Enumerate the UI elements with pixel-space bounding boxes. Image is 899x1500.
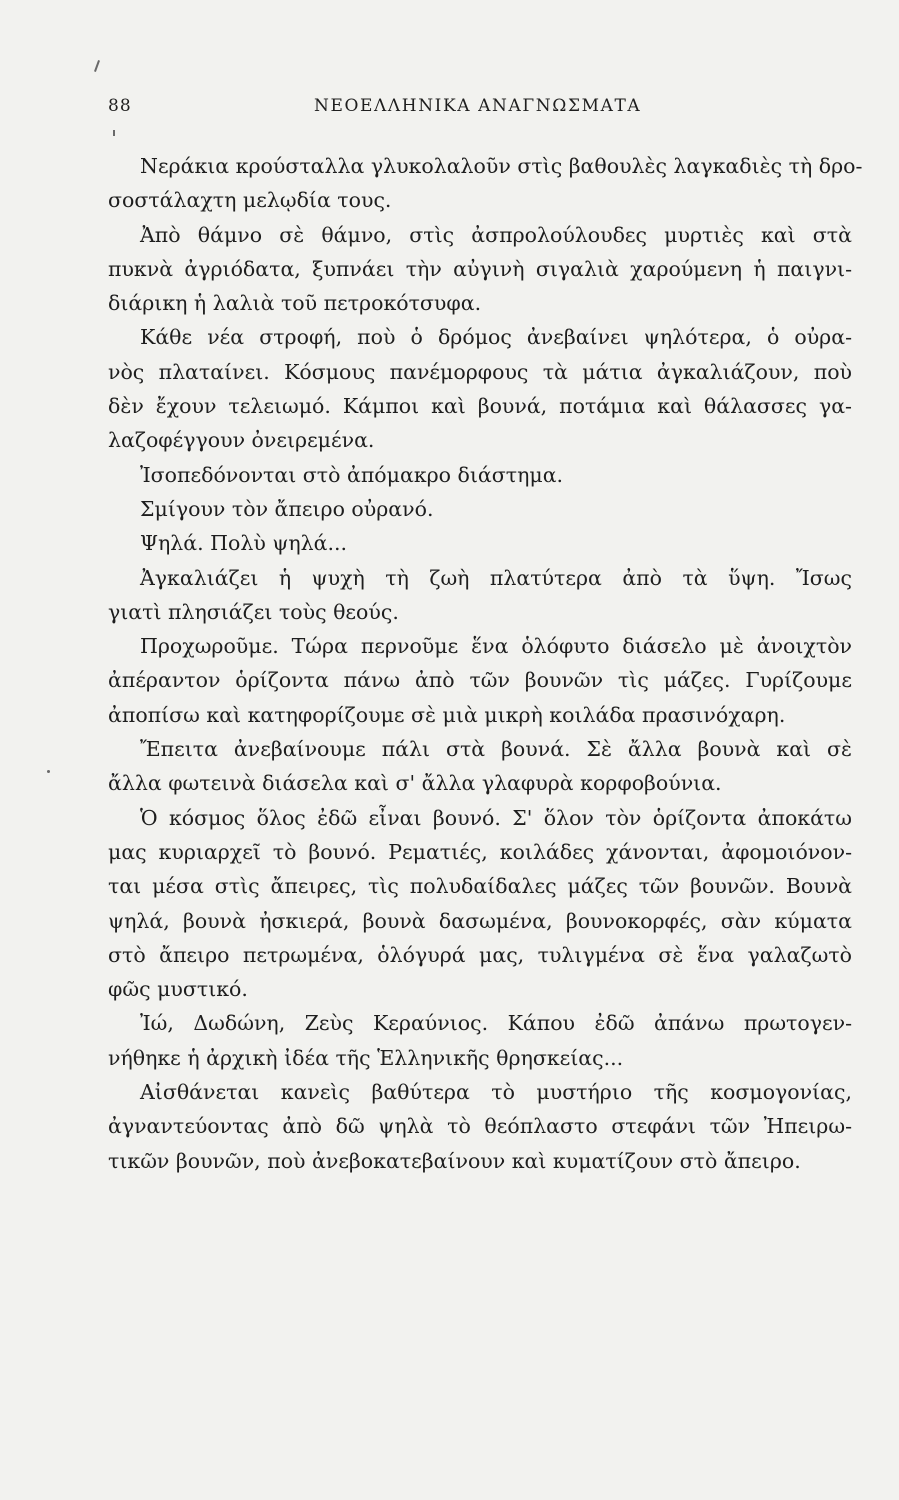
scan-speck — [47, 770, 50, 773]
paragraph — [108, 1006, 852, 1075]
text-line: ψηλά, βουνὰ ἠσκιερά, βουνὰ δασωμένα, βουνοκορφές, σὰν κύματα — [108, 908, 852, 933]
body-text — [108, 149, 863, 1178]
paragraph — [108, 629, 852, 732]
text-line: Ὁ κόσμος ὅλος ἐδῶ εἶναι βουνό. Σ' ὅλον τὸν ὁρίζοντα ἀποκάτω — [140, 805, 852, 830]
paragraph — [108, 492, 852, 526]
text-line: ἀποπίσω καὶ κατηφορίζουμε σὲ μιὰ μικρὴ κοιλάδα πρασινόχαρη. — [108, 702, 786, 727]
text-line: φῶς μυστικό. — [108, 977, 248, 1002]
text-line: διάρικη ἡ λαλιὰ τοῦ πετροκότσυφα. — [108, 291, 482, 316]
text-line: Προχωροῦμε. Τώρα περνοῦμε ἕνα ὁλόφυτο διάσελο μὲ ἀνοιχτὸν — [140, 634, 852, 659]
text-line: ἀπέραντον ὁρίζοντα πάνω ἀπὸ τῶν βουνῶν τὶς μάζες. Γυρίζουμε — [108, 668, 852, 693]
paragraph — [108, 732, 852, 801]
text-line: ἀγναντεύοντας ἀπὸ δῶ ψηλὰ τὸ θεόπλαστο στεφάνι τῶν Ἠπειρω- — [108, 1114, 852, 1139]
text-line: λαζοφέγγουν ὀνειρεμένα. — [108, 428, 375, 453]
text-line: μας κυριαρχεῖ τὸ βουνό. Ρεματιές, κοιλάδες χάνονται, ἀφομοιόνον- — [108, 839, 852, 864]
text-line: νήθηκε ἡ ἀρχικὴ ἰδέα τῆς Ἑλληνικῆς θρησκείας... — [108, 1045, 624, 1070]
running-head: ΝΕΟΕΛΛΗΝΙΚΑ ΑΝΑΓΝΩΣΜΑΤΑ — [314, 96, 642, 116]
text-line: Ἀγκαλιάζει ἡ ψυχὴ τὴ ζωὴ πλατύτερα ἀπὸ τὰ ὕψη. Ἴσως — [140, 565, 852, 590]
paragraph — [108, 1075, 852, 1178]
page-header — [108, 96, 852, 120]
paragraph — [108, 320, 852, 457]
paragraph — [108, 561, 852, 630]
page-number: 88 — [108, 96, 132, 116]
text-line: Αἰσθάνεται κανεὶς βαθύτερα τὸ μυστήριο τῆς κοσμογονίας, — [140, 1080, 852, 1105]
text-line: ἄλλα φωτεινὰ διάσελα καὶ σ' ἄλλα γλαφυρὰ κορφοβούνια. — [108, 771, 722, 796]
scan-speck — [113, 130, 115, 136]
text-line: τικῶν βουνῶν, ποὺ ἀνεβοκατεβαίνουν καὶ κυματίζουν στὸ ἄπειρο. — [108, 1148, 801, 1173]
text-line: γιατὶ πλησιάζει τοὺς θεούς. — [108, 599, 399, 624]
text-line: Σμίγουν τὸν ἄπειρο οὐρανό. — [140, 496, 434, 521]
paragraph — [108, 218, 852, 321]
text-line: πυκνὰ ἀγριόδατα, ξυπνάει τὴν αὐγινὴ σιγαλιὰ χαρούμενη ἡ παιγνι- — [108, 256, 852, 281]
paragraph — [108, 149, 863, 218]
text-line: στὸ ἄπειρο πετρωμένα, ὁλόγυρά μας, τυλιγμένα σὲ ἕνα γαλαζωτὸ — [108, 942, 852, 967]
text-line: σοστάλαχτη μελῳδία τους. — [108, 188, 392, 213]
paragraph — [108, 526, 852, 560]
text-line: ται μέσα στὶς ἄπειρες, τὶς πολυδαίδαλες μάζες τῶν βουνῶν. Βουνὰ — [108, 874, 852, 899]
text-line: Νεράκια κρούσταλλα γλυκολαλοῦν στὶς βαθουλὲς λαγκαδιὲς τὴ δρο- — [140, 154, 863, 178]
text-line: Ἔπειτα ἀνεβαίνουμε πάλι στὰ βουνά. Σὲ ἄλλα βουνὰ καὶ σὲ — [140, 737, 852, 762]
scan-speck — [94, 60, 100, 72]
text-line: δὲν ἔχουν τελειωμό. Κάμποι καὶ βουνά, ποτάμια καὶ θάλασσες γα- — [108, 394, 852, 419]
text-line: Ἰσοπεδόνονται στὸ ἀπόμακρο διάστημα. — [140, 462, 564, 487]
text-line: Ἀπὸ θάμνο σὲ θάμνο, στὶς ἀσπρολούλουδες μυρτιὲς καὶ στὰ — [140, 222, 852, 247]
text-line: νὸς πλαταίνει. Κόσμους πανέμορφους τὰ μάτια ἀγκαλιάζουν, ποὺ — [108, 359, 852, 384]
text-line: Ἰώ, Δωδώνη, Ζεὺς Κεραύνιος. Κάπου ἐδῶ ἀπάνω πρωτογεν- — [140, 1011, 852, 1036]
text-line: Κάθε νέα στροφή, ποὺ ὁ δρόμος ἀνεβαίνει ψηλότερα, ὁ οὐρα- — [140, 325, 852, 350]
paragraph — [108, 458, 852, 492]
paragraph — [108, 801, 852, 1007]
text-line: Ψηλά. Πολὺ ψηλά... — [140, 531, 348, 556]
